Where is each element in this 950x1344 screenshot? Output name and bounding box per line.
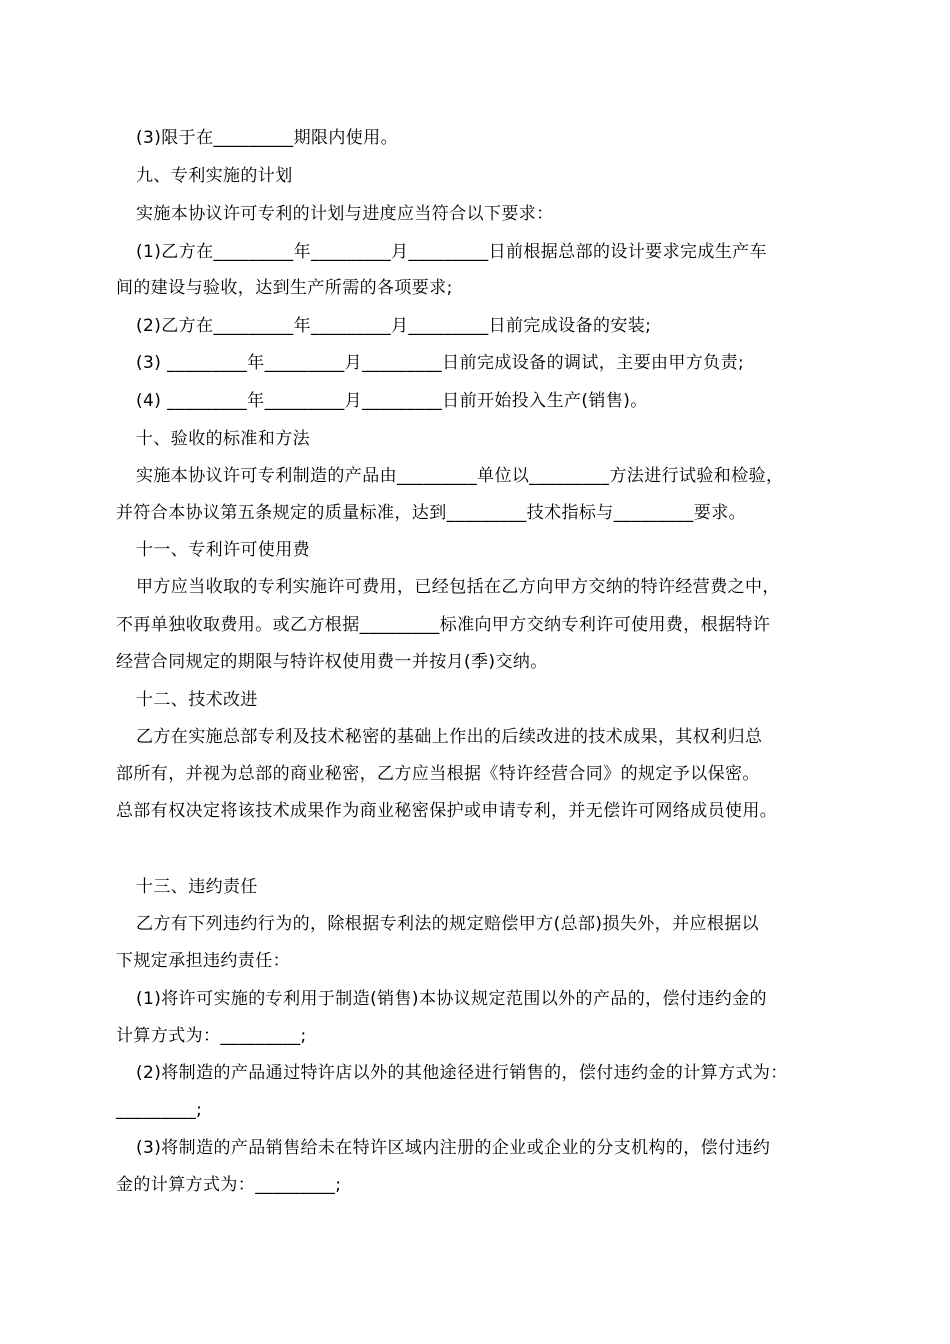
section-9-item-1: (1)乙方在_________年_________月_________日前根据总部的设计要求完成生产车 bbox=[136, 242, 767, 262]
section-11-text-3: 经营合同规定的期限与特许权使用费一并按月(季)交纳。 bbox=[116, 652, 548, 672]
section-9-item-2: (2)乙方在_________年_________月_________日前完成设备的安装; bbox=[136, 316, 652, 336]
section-13-text-2: 下规定承担违约责任： bbox=[116, 951, 290, 971]
section-13-item-2-cont: _________; bbox=[116, 1100, 203, 1120]
section-10-text-2: 并符合本协议第五条规定的质量标准，达到_________技术指标与_________要求。 bbox=[116, 503, 746, 523]
section-11-text-1: 甲方应当收取的专利实施许可费用，已经包括在乙方向甲方交纳的特许经营费之中， bbox=[136, 577, 780, 597]
section-12-text-2: 部所有，并视为总部的商业秘密，乙方应当根据《特许经营合同》的规定予以保密。 bbox=[116, 764, 760, 784]
section-13-item-3-cont: 金的计算方式为：_________; bbox=[116, 1175, 342, 1195]
section-9-item-4: (4) _________年_________月_________日前开始投入生产(销售)。 bbox=[136, 391, 648, 411]
section-12-text-3: 总部有权决定将该技术成果作为商业秘密保护或申请专利，并无偿许可网络成员使用。 bbox=[116, 801, 778, 821]
clause-8-item-3: (3)限于在_________期限内使用。 bbox=[136, 128, 398, 148]
section-12-text-1: 乙方在实施总部专利及技术秘密的基础上作出的后续改进的技术成果，其权利归总 bbox=[136, 727, 763, 747]
section-9-item-3: (3) _________年_________月_________日前完成设备的调试，主要由甲方负责; bbox=[136, 353, 745, 373]
section-13-item-1-cont: 计算方式为：_________; bbox=[116, 1026, 307, 1046]
section-9-intro: 实施本协议许可专利的计划与进度应当符合以下要求： bbox=[136, 204, 554, 224]
section-11-heading: 十一、专利许可使用费 bbox=[136, 540, 310, 560]
section-12-heading: 十二、技术改进 bbox=[136, 690, 258, 710]
section-13-text-1: 乙方有下列违约行为的，除根据专利法的规定赔偿甲方(总部)损失外，并应根据以 bbox=[136, 914, 760, 934]
section-13-heading: 十三、违约责任 bbox=[136, 877, 258, 897]
section-13-item-2: (2)将制造的产品通过特许店以外的其他途径进行销售的，偿付违约金的计算方式为： bbox=[136, 1063, 788, 1083]
section-9-item-1-cont: 间的建设与验收，达到生产所需的各项要求; bbox=[116, 278, 453, 298]
section-13-item-1: (1)将许可实施的专利用于制造(销售)本协议规定范围以外的产品的，偿付违约金的 bbox=[136, 989, 767, 1009]
section-10-text-1: 实施本协议许可专利制造的产品由_________单位以_________方法进行试验和检验， bbox=[136, 466, 784, 486]
section-10-heading: 十、验收的标准和方法 bbox=[136, 429, 310, 449]
section-13-item-3: (3)将制造的产品销售给未在特许区域内注册的企业或企业的分支机构的，偿付违约 bbox=[136, 1138, 771, 1158]
section-9-heading: 九、专利实施的计划 bbox=[136, 166, 293, 186]
section-11-text-2: 不再单独收取费用。或乙方根据_________标准向甲方交纳专利许可使用费，根据特许 bbox=[116, 615, 771, 635]
